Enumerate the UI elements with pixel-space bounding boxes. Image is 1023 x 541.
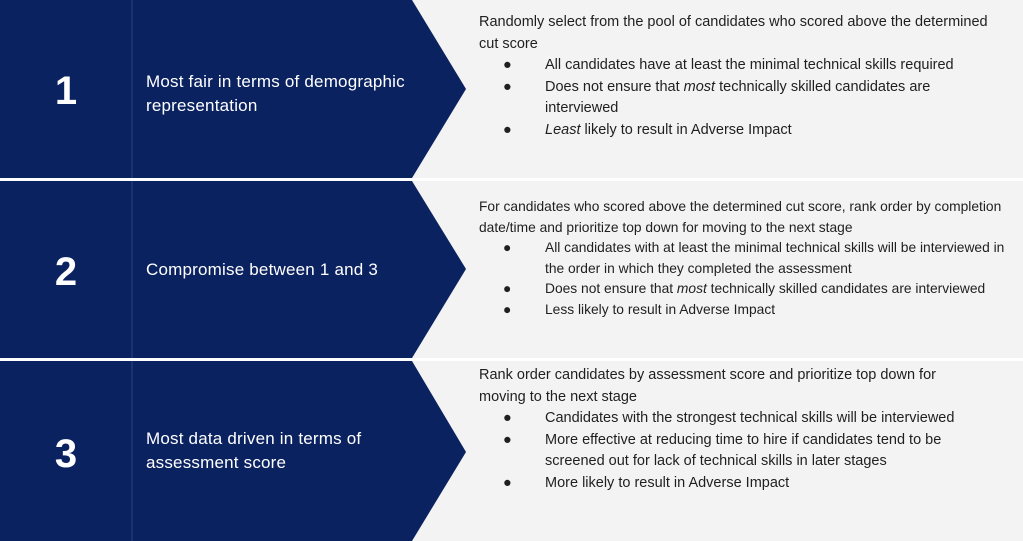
bullet-icon: ●: [503, 410, 512, 426]
option-row-2-title: Compromise between 1 and 3: [146, 260, 378, 279]
option-row-1-intro: Randomly select from the pool of candidates who scored above the determined cut score: [479, 14, 988, 52]
bullet-text: Does not ensure that: [545, 281, 677, 296]
option-row-1-title: Most fair in terms of demographic representation: [146, 72, 405, 115]
bullet-icon: ●: [503, 431, 512, 448]
list-item: [479, 120, 1004, 142]
bullet-icon: ●: [503, 78, 512, 95]
list-item: [479, 238, 1021, 279]
bullet-text: Candidates with the strongest technical skills will be interviewed: [545, 410, 955, 426]
bullet-text: Less likely to result in Adverse Impact: [545, 301, 776, 317]
bullet-text: Does not ensure that: [545, 78, 684, 95]
option-row-3-number: 3: [54, 432, 78, 476]
bullet-text-suffix: technically skilled candidates are interviewed: [706, 281, 986, 296]
list-item: [479, 77, 1004, 120]
option-row-3-title: Most data driven in terms of assessment score: [146, 429, 362, 472]
option-row-2-number: 2: [54, 250, 78, 294]
bullet-text: All candidates have at least the minimal technical skills required: [545, 57, 954, 73]
option-row-1: [0, 0, 1023, 178]
option-row-3-intro: Rank order candidates by assessment score and prioritize top down for moving to the next stage: [479, 367, 936, 405]
option-row-3-bullets: [479, 408, 984, 494]
list-item: [479, 279, 1021, 300]
bullet-text-suffix: technically skilled candidates are interviewed: [545, 78, 931, 116]
option-row-3: [0, 361, 1023, 541]
bullet-emphasis: most: [676, 281, 707, 296]
list-item: [479, 408, 984, 430]
option-row-2: [0, 181, 1023, 358]
bullet-text: More likely to result in Adverse Impact: [545, 474, 790, 491]
list-item: [479, 55, 1004, 77]
list-item: [479, 430, 984, 473]
option-row-3-description: [479, 365, 984, 494]
list-item: [479, 300, 1021, 321]
option-row-1-number: 1: [54, 69, 78, 113]
list-item: [479, 473, 984, 495]
bullet-icon: ●: [503, 240, 512, 255]
option-row-2-description: [479, 197, 1021, 320]
bullet-icon: ●: [503, 301, 512, 317]
bullet-icon: ●: [503, 57, 512, 73]
bullet-text: All candidates with at least the minimal technical skills will be interviewed in the order in which they completed the assessment: [545, 240, 1005, 276]
bullet-icon: ●: [503, 474, 512, 491]
bullet-icon: ●: [503, 121, 512, 138]
option-row-1-description: [479, 12, 1004, 141]
bullet-text-suffix: likely to result in Adverse Impact: [580, 121, 792, 138]
bullet-emphasis: most: [683, 78, 716, 95]
option-row-2-bullets: [479, 238, 1021, 320]
bullet-text: More effective at reducing time to hire if candidates tend to be screened out for lack of technical skills in later stages: [545, 431, 942, 469]
bullet-emphasis: Least: [545, 121, 581, 138]
bullet-icon: ●: [503, 281, 512, 296]
option-row-2-intro: For candidates who scored above the determined cut score, rank order by completion date/time and prioritize top down for moving to the next stage: [479, 199, 1002, 235]
option-row-1-bullets: [479, 55, 1004, 141]
